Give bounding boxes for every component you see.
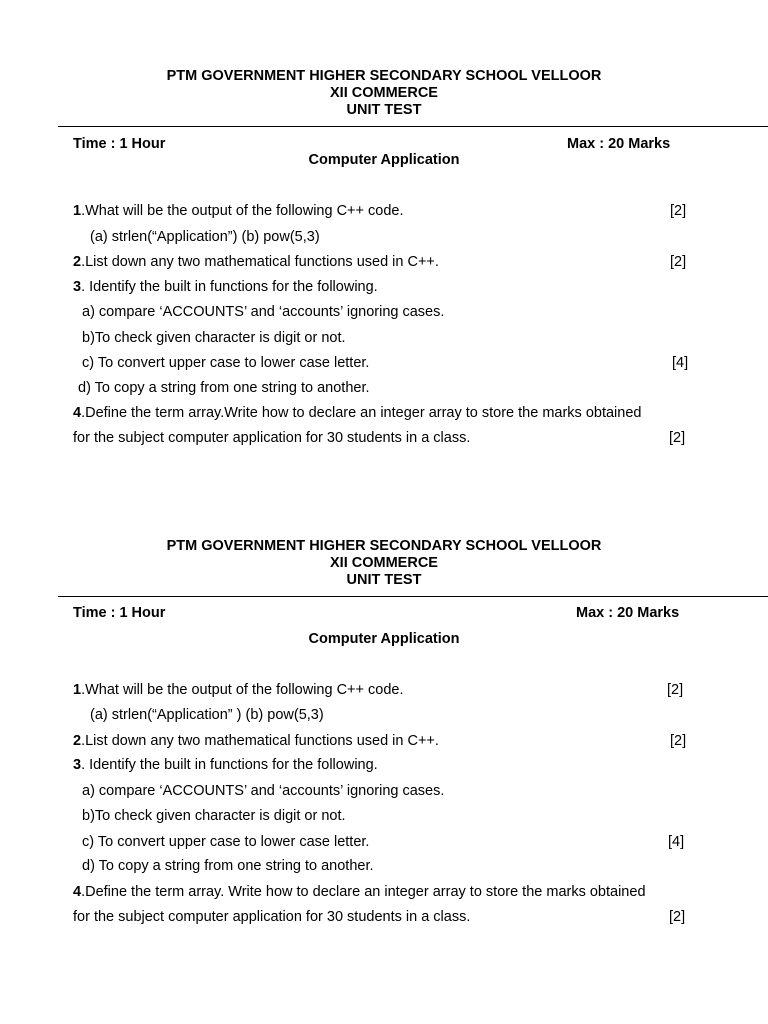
question-3-b: b)To check given character is digit or not. [82,330,346,346]
question-3-b: b)To check given character is digit or not. [82,808,346,824]
max-marks-label: Max : 20 Marks [567,136,671,152]
question-1-sub: (a) strlen(“Application”) (b) pow(5,3) [90,229,320,245]
question-4-marks: [2] [669,909,686,925]
time-label: Time : 1 Hour [73,136,166,152]
question-3-a: a) compare ‘ACCOUNTS’ and ‘accounts’ ignoring cases. [82,783,445,799]
question-3-d: d) To copy a string from one string to another. [82,858,374,874]
question-4-cont: for the subject computer application for 30 students in a class. [73,909,471,925]
question-1: 1.What will be the output of the following C++ code. [73,203,404,219]
exam-title: UNIT TEST [346,572,422,588]
question-2-marks: [2] [670,254,687,270]
max-marks-label: Max : 20 Marks [576,605,680,621]
header-divider [58,596,768,597]
question-3-a: a) compare ‘ACCOUNTS’ and ‘accounts’ ignoring cases. [82,304,445,320]
question-1-sub: (a) strlen(“Application” ) (b) pow(5,3) [90,707,324,723]
question-3-c: c) To convert upper case to lower case letter. [82,355,370,371]
question-4: 4.Define the term array. Write how to declare an integer array to store the marks obtained [73,884,646,900]
question-3: 3. Identify the built in functions for the following. [73,757,378,773]
question-3-c: c) To convert upper case to lower case letter. [82,834,370,850]
question-4-marks: [2] [669,430,686,446]
school-name: PTM GOVERNMENT HIGHER SECONDARY SCHOOL VELLOOR [166,538,602,554]
question-3-marks: [4] [672,355,689,371]
question-3-d: d) To copy a string from one string to another. [78,380,370,396]
exam-title: UNIT TEST [346,102,422,118]
question-2: 2.List down any two mathematical functions used in C++. [73,254,439,270]
question-2-marks: [2] [670,733,687,749]
question-1: 1.What will be the output of the following C++ code. [73,682,404,698]
question-1-marks: [2] [670,203,687,219]
question-2: 2.List down any two mathematical functions used in C++. [73,733,439,749]
time-label: Time : 1 Hour [73,605,166,621]
question-4-cont: for the subject computer application for 30 students in a class. [73,430,471,446]
question-3-marks: [4] [668,834,685,850]
subject-title: Computer Application [308,152,460,168]
question-1-marks: [2] [667,682,684,698]
question-4: 4.Define the term array.Write how to declare an integer array to store the marks obtained [73,405,642,421]
question-3: 3. Identify the built in functions for the following. [73,279,378,295]
header-divider [58,126,768,127]
class-name: XII COMMERCE [330,555,438,571]
class-name: XII COMMERCE [330,85,438,101]
school-name: PTM GOVERNMENT HIGHER SECONDARY SCHOOL VELLOOR [166,68,602,84]
subject-title: Computer Application [308,631,460,647]
